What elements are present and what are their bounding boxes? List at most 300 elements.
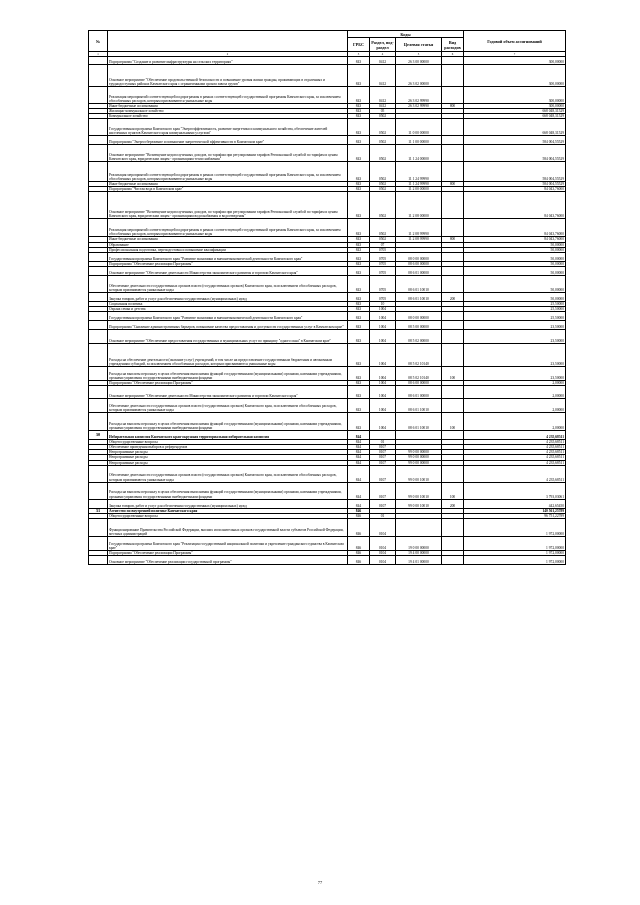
cell-vr: 800	[442, 182, 464, 187]
cell-vr	[442, 518, 464, 536]
cell-grbs: 844	[348, 460, 370, 465]
cell-grbs: 843	[348, 114, 370, 119]
cell-cs: 08 6 01 10010	[396, 413, 442, 431]
cell-cs: 08 6 01 00000	[396, 266, 442, 275]
cell-cs	[396, 518, 442, 536]
cell-name: Основное мероприятие "Обеспечение продовольственной безопасности и повышение уровня жизни граждан, проживающих в отдаленных и труднодоступных районах Камчатского края с ограниченными сроком завоза грузов"	[108, 65, 348, 87]
header-razdel: Раздел, под-раздел	[371, 39, 394, 50]
colnum: 2	[108, 52, 348, 57]
cell-vr	[442, 162, 464, 182]
cell-grbs: 844	[348, 445, 370, 450]
cell-cs: 08 5 02 10140	[396, 367, 442, 381]
cell-rz: 0705	[370, 266, 396, 275]
cell-vr	[442, 312, 464, 321]
cell-cs: 08 0 00 00000	[396, 252, 442, 261]
cell-rz: 1004	[370, 330, 396, 344]
cell-sum: 4 235,68511	[464, 445, 566, 450]
cell-cs: 26 3 02 99990	[396, 87, 442, 104]
header-grbs: ГРБС	[348, 38, 370, 52]
cell-sum: 23,50000	[464, 321, 566, 330]
cell-sum: 668 048,31529	[464, 109, 566, 114]
table-row	[89, 266, 566, 275]
table-body	[89, 57, 566, 565]
cell-name: Основное мероприятие "Обеспечение деятельности Министерства экономического развития и торговли Камчатского края"	[108, 266, 348, 275]
cell-sum: 50,00000	[464, 266, 566, 275]
table-row	[89, 482, 566, 499]
cell-name: Основное мероприятие "Обеспечение реализации государственной программы"	[108, 555, 348, 564]
cell-cs: 08 5 02 10140	[396, 344, 442, 367]
cell-name: Функционирование Правительства Российской Федерации, высших исполнительных органов государственной власти субъектов Российской Федерации, местных администраций	[108, 518, 348, 536]
cell-rz: 0705	[370, 247, 396, 252]
cell-sum: 84 043,76000	[464, 237, 566, 242]
cell-rz: 1004	[370, 321, 396, 330]
cell-n	[89, 499, 108, 508]
cell-grbs: 843	[348, 292, 370, 301]
cell-rz: 0412	[370, 104, 396, 109]
cell-grbs: 843	[348, 330, 370, 344]
cell-sum: 3 793,03061	[464, 482, 566, 499]
cell-cs: 11 1 24 99990	[396, 162, 442, 182]
cell-vr	[442, 145, 464, 162]
cell-grbs: 844	[348, 455, 370, 460]
cell-rz: 1004	[370, 399, 396, 413]
cell-n	[89, 275, 108, 292]
cell-vr	[442, 87, 464, 104]
cell-sum: 584 004,55529	[464, 136, 566, 145]
colnum: 7	[464, 52, 566, 57]
cell-sum: 96 751,22789	[464, 513, 566, 518]
cell-rz: 1004	[370, 381, 396, 386]
cell-cs: 11 1 24 99990	[396, 182, 442, 187]
table-row	[89, 386, 566, 399]
cell-rz: 01	[370, 440, 396, 445]
cell-vr	[442, 399, 464, 413]
cell-rz: 1004	[370, 413, 396, 431]
cell-name: Обеспечение деятельности государственных органов власти (государственных органов) Камчатского края, за исключением обособленных расходов, которым присваиваются уникальные коды	[108, 465, 348, 482]
cell-grbs: 843	[348, 275, 370, 292]
cell-vr: 100	[442, 413, 464, 431]
cell-n	[89, 145, 108, 162]
table-row	[89, 555, 566, 564]
cell-sum: 25,50000	[464, 301, 566, 306]
cell-sum: 2,00000	[464, 413, 566, 431]
cell-vr	[442, 321, 464, 330]
cell-grbs: 843	[348, 301, 370, 306]
cell-grbs: 846	[348, 536, 370, 550]
cell-n	[89, 321, 108, 330]
colnum: 1	[89, 52, 108, 57]
cell-name: Основное мероприятие "Возмещение недополученных доходов, по тарифам при регулировании тарифов Региональной службой по тарифам и ценам Камчатского края, юридическим лицам - организациям теплоснабжения"	[108, 145, 348, 162]
table-row	[89, 87, 566, 104]
cell-sum: 50,00000	[464, 242, 566, 247]
cell-grbs: 843	[348, 381, 370, 386]
header-vid: Вид расходов	[442, 38, 464, 52]
cell-sum: 2,00000	[464, 381, 566, 386]
table-row	[89, 65, 566, 87]
header-volume: Годовой объем ассигнований	[464, 31, 566, 52]
cell-vr: 200	[442, 499, 464, 508]
table-row	[89, 219, 566, 237]
cell-grbs: 844	[348, 482, 370, 499]
cell-cs: 19 4 01 00000	[396, 555, 442, 564]
table-row	[89, 344, 566, 367]
cell-rz: 0502	[370, 192, 396, 219]
cell-rz: 0107	[370, 445, 396, 450]
cell-grbs: 843	[348, 192, 370, 219]
cell-name: Государственная программа Камчатского края "Развитие экономики и внешнеэкономической деятельности Камчатского края"	[108, 252, 348, 261]
table-row	[89, 518, 566, 536]
table-row	[89, 413, 566, 431]
cell-cs: 99 0 00 10010	[396, 465, 442, 482]
cell-rz: 0104	[370, 555, 396, 564]
cell-rz: 0705	[370, 292, 396, 301]
cell-rz: 1004	[370, 344, 396, 367]
cell-name: Закупка товаров, работ и услуг для обеспечения государственных (муниципальных) нужд	[108, 499, 348, 508]
cell-rz: 0502	[370, 187, 396, 192]
table-row	[89, 321, 566, 330]
cell-sum: 668 048,31529	[464, 119, 566, 136]
cell-sum: 1 972,00000	[464, 518, 566, 536]
table-row	[89, 136, 566, 145]
cell-sum: 25,50000	[464, 306, 566, 311]
cell-sum: 84 043,76000	[464, 192, 566, 219]
cell-grbs: 844	[348, 440, 370, 445]
cell-cs: 08 6 01 00000	[396, 386, 442, 399]
cell-rz: 1004	[370, 312, 396, 321]
cell-rz: 1004	[370, 386, 396, 399]
cell-sum: 1 972,00000	[464, 536, 566, 550]
table-row	[89, 399, 566, 413]
cell-name: Обеспечение проведения выборов и референдумов	[108, 445, 348, 450]
cell-n	[89, 555, 108, 564]
cell-n	[89, 536, 108, 550]
cell-sum: 2,00000	[464, 386, 566, 399]
cell-grbs: 843	[348, 321, 370, 330]
cell-cs: 11 2 00 00000	[396, 187, 442, 192]
cell-n	[89, 119, 108, 136]
cell-n	[89, 330, 108, 344]
colnum: 6	[442, 52, 464, 57]
cell-sum: 2,00000	[464, 399, 566, 413]
cell-grbs: 843	[348, 237, 370, 242]
cell-grbs: 843	[348, 261, 370, 266]
cell-sum: 4 235,68511	[464, 465, 566, 482]
cell-sum: 300,00000	[464, 104, 566, 109]
cell-rz: 1004	[370, 367, 396, 381]
cell-name: Основное мероприятие "Обеспечение предоставления государственных и муниципальных услуг по принципу "одного окна" в Камчатском крае"	[108, 330, 348, 344]
cell-name: Образование	[108, 242, 348, 247]
cell-rz: 0412	[370, 87, 396, 104]
cell-rz: 0107	[370, 482, 396, 499]
cell-grbs: 844	[348, 431, 370, 440]
cell-vr	[442, 386, 464, 399]
cell-n	[89, 399, 108, 413]
cell-name: Расходы на выплаты персоналу в целях обеспечения выполнения функций государственными (муниципальными) органами, казенными учреждениями, органами управления государственными внебюджетными фондами	[108, 482, 348, 499]
cell-vr: 200	[442, 292, 464, 301]
cell-cs: 08 6 01 10010	[396, 292, 442, 301]
table-row	[89, 145, 566, 162]
cell-rz: 0502	[370, 237, 396, 242]
cell-name: Коммунальное хозяйство	[108, 114, 348, 119]
cell-sum: 50,00000	[464, 292, 566, 301]
cell-sum: 4 235,68511	[464, 450, 566, 455]
cell-cs: 99 0 00 00000	[396, 460, 442, 465]
cell-name: Расходы на выплаты персоналу в целях обеспечения выполнения функций государственными (муниципальными) органами, казенными учреждениями, органами управления государственными внебюджетными фондами	[108, 367, 348, 381]
cell-grbs: 843	[348, 386, 370, 399]
cell-grbs: 846	[348, 555, 370, 564]
cell-vr: 100	[442, 482, 464, 499]
cell-vr	[442, 344, 464, 367]
cell-grbs: 846	[348, 513, 370, 518]
cell-name: Подпрограмма "Энергосбережение и повышение энергетической эффективности в Камчатском крае"	[108, 136, 348, 145]
cell-sum: 1 972,00000	[464, 550, 566, 555]
cell-grbs: 846	[348, 508, 370, 513]
cell-vr	[442, 57, 464, 65]
cell-cs: 99 0 00 00000	[396, 450, 442, 455]
cell-grbs: 843	[348, 312, 370, 321]
cell-cs: 11 2 08 99990	[396, 237, 442, 242]
cell-n	[89, 312, 108, 321]
cell-n	[89, 482, 108, 499]
cell-grbs: 843	[348, 87, 370, 104]
table-row	[89, 536, 566, 550]
cell-n	[89, 367, 108, 381]
cell-rz: 0107	[370, 450, 396, 455]
cell-rz: 0502	[370, 162, 396, 182]
table-row	[89, 465, 566, 482]
cell-n	[89, 65, 108, 87]
cell-sum: 50,00000	[464, 275, 566, 292]
cell-rz: 0502	[370, 136, 396, 145]
cell-rz: 0107	[370, 499, 396, 508]
cell-rz: 0104	[370, 518, 396, 536]
cell-grbs: 846	[348, 550, 370, 555]
cell-cs: 11 1 24 00000	[396, 145, 442, 162]
cell-name: Обеспечение деятельности государственных органов власти (государственных органов) Камчатского края, за исключением обособленных расходов, которым присваиваются уникальные коды	[108, 399, 348, 413]
cell-grbs: 843	[348, 399, 370, 413]
cell-cs: 11 1 00 00000	[396, 136, 442, 145]
cell-sum: 23,50000	[464, 344, 566, 367]
cell-sum: 50,00000	[464, 247, 566, 252]
cell-n	[89, 57, 108, 65]
cell-rz: 0502	[370, 114, 396, 119]
cell-name: Подпрограмма "Создание и развитие инфраструктуры на сельских территориях"	[108, 57, 348, 65]
cell-cs: 08 6 00 00000	[396, 381, 442, 386]
cell-name: Расходы на выплаты персоналу в целях обеспечения выполнения функций государственными (муниципальными) органами, казенными учреждениями, органами управления государственными внебюджетными фондами	[108, 413, 348, 431]
cell-rz: 10	[370, 301, 396, 306]
cell-name: Государственная программа Камчатского края "Развитие экономики и внешнеэкономической деятельности Камчатского края"	[108, 312, 348, 321]
cell-sum: 584 004,55529	[464, 162, 566, 182]
cell-name: Подпрограмма "Обеспечение реализации Программы"	[108, 381, 348, 386]
table-row	[89, 192, 566, 219]
cell-n	[89, 266, 108, 275]
cell-cs: 26 3 02 00000	[396, 65, 442, 87]
cell-cs: 99 0 00 00000	[396, 455, 442, 460]
cell-name: Обеспечение деятельности государственных органов власти (государственных органов) Камчатского края, за исключением обособленных расходов, которым присваиваются уникальные коды	[108, 275, 348, 292]
cell-cs: 19 4 00 00000	[396, 550, 442, 555]
cell-cs: 08 0 00 00000	[396, 312, 442, 321]
cell-name: Реализация мероприятий соответствующей подпрограммы в рамках соответствующей государственной программы Камчатского края, за исключением обособленных расходов, которым присваиваются уникальные коды	[108, 162, 348, 182]
header-celevaya: Целевая статья	[396, 38, 442, 52]
cell-cs: 08 6 00 00000	[396, 261, 442, 266]
cell-cs: 08 6 01 10010	[396, 399, 442, 413]
cell-cs: 11 2 08 00000	[396, 192, 442, 219]
colnum: 5	[396, 52, 442, 57]
document-page	[88, 30, 565, 565]
cell-sum: 50,00000	[464, 261, 566, 266]
table-row	[89, 275, 566, 292]
cell-sum: 668 048,31529	[464, 114, 566, 119]
cell-cs: 99 0 00 10010	[396, 499, 442, 508]
cell-cs	[396, 431, 442, 440]
cell-rz: 0107	[370, 455, 396, 460]
cell-name: Государственная программа Камчатского края "Энергоэффективность, развитие энергетики и коммунального хозяйства, обеспечение жителей населенных пунктов Камчатского края коммунальными услугами"	[108, 119, 348, 136]
cell-sum: 300,00000	[464, 57, 566, 65]
table-row	[89, 252, 566, 261]
cell-n	[89, 192, 108, 219]
cell-cs: 19 0 00 00000	[396, 536, 442, 550]
table-row	[89, 292, 566, 301]
cell-grbs: 844	[348, 465, 370, 482]
cell-sum: 4 235,68511	[464, 455, 566, 460]
cell-vr	[442, 65, 464, 87]
table-row	[89, 330, 566, 344]
cell-vr: 100	[442, 367, 464, 381]
cell-n	[89, 413, 108, 431]
cell-name: Подпрограмма "Обеспечение реализации Программы"	[108, 550, 348, 555]
cell-rz: 05	[370, 109, 396, 114]
cell-vr	[442, 330, 464, 344]
cell-sum: 300,00000	[464, 87, 566, 104]
cell-rz: 07	[370, 242, 396, 247]
table-row	[89, 312, 566, 321]
cell-sum: 584 004,55529	[464, 145, 566, 162]
cell-vr: 800	[442, 104, 464, 109]
table-row	[89, 499, 566, 508]
cell-grbs: 843	[348, 145, 370, 162]
cell-rz: 0502	[370, 145, 396, 162]
cell-rz: 0412	[370, 57, 396, 65]
cell-grbs: 843	[348, 247, 370, 252]
cell-cs: 11 0 00 00000	[396, 119, 442, 136]
cell-rz	[370, 431, 396, 440]
cell-name: Иные бюджетные ассигнования	[108, 237, 348, 242]
cell-name: Государственная программа Камчатского края "Реализация государственной национальной политики и укрепление гражданского единства в Камчатском крае"	[108, 536, 348, 550]
cell-grbs: 843	[348, 252, 370, 261]
cell-n	[89, 136, 108, 145]
cell-cs: 26 3 00 00000	[396, 57, 442, 65]
cell-name: Иные бюджетные ассигнования	[108, 104, 348, 109]
cell-vr	[442, 219, 464, 237]
cell-vr	[442, 431, 464, 440]
cell-name: Избирательная комиссия Камчатского края-окружная территориальная избирательная комиссия	[108, 431, 348, 440]
cell-name: Реализация мероприятий соответствующей подпрограммы в рамках соответствующей государственной программы Камчатского края, за исключением обособленных расходов, которым присваиваются уникальные коды	[108, 219, 348, 237]
header-name	[108, 31, 348, 52]
table-row	[89, 431, 566, 440]
cell-sum: 584 004,55529	[464, 182, 566, 187]
cell-name: Непрограммные расходы	[108, 450, 348, 455]
cell-vr	[442, 192, 464, 219]
cell-cs: 08 6 01 10010	[396, 275, 442, 292]
cell-grbs: 843	[348, 65, 370, 87]
cell-name: Общегосударственные вопросы	[108, 440, 348, 445]
colnum: 4	[370, 52, 396, 57]
cell-sum: 4 235,68511	[464, 460, 566, 465]
cell-rz: 0107	[370, 460, 396, 465]
cell-rz: 0412	[370, 65, 396, 87]
cell-grbs: 843	[348, 242, 370, 247]
cell-vr	[442, 555, 464, 564]
cell-rz: 0705	[370, 275, 396, 292]
cell-grbs: 843	[348, 344, 370, 367]
cell-name: Жилищно-коммунальное хозяйство	[108, 109, 348, 114]
cell-sum: 25,50000	[464, 312, 566, 321]
cell-name: Агентство по внутренней политике Камчатского края	[108, 508, 348, 513]
cell-rz: 0502	[370, 182, 396, 187]
cell-grbs: 843	[348, 109, 370, 114]
header-num: №	[89, 31, 108, 52]
cell-sum: 300,00000	[464, 65, 566, 87]
cell-sum: 23,50000	[464, 367, 566, 381]
table-row	[89, 119, 566, 136]
table-row	[89, 162, 566, 182]
cell-rz: 0705	[370, 252, 396, 261]
cell-name: Непрограммные расходы	[108, 455, 348, 460]
table-row	[89, 57, 566, 65]
cell-n	[89, 465, 108, 482]
cell-cs: 26 3 02 99990	[396, 104, 442, 109]
cell-grbs: 843	[348, 182, 370, 187]
cell-vr	[442, 266, 464, 275]
cell-sum: 1 972,00000	[464, 555, 566, 564]
cell-grbs: 843	[348, 119, 370, 136]
cell-name: Основное мероприятие "Возмещение недополученных доходов, по тарифам при регулировании тарифов Региональной службой по тарифам и ценам Камчатского края, юридическим лицам - организациям водоснабжения и водоотведения"	[108, 192, 348, 219]
cell-n	[89, 386, 108, 399]
table-row	[89, 367, 566, 381]
cell-grbs: 844	[348, 499, 370, 508]
cell-cs: 11 2 08 99990	[396, 219, 442, 237]
cell-n	[89, 292, 108, 301]
cell-name: Общегосударственные вопросы	[108, 513, 348, 518]
cell-grbs: 843	[348, 413, 370, 431]
cell-sum: 140 561,25789	[464, 508, 566, 513]
cell-vr	[442, 465, 464, 482]
cell-rz: 1004	[370, 306, 396, 311]
cell-name: Охрана семьи и детства	[108, 306, 348, 311]
cell-name: Непрограммные расходы	[108, 460, 348, 465]
cell-sum: 442,65450	[464, 499, 566, 508]
cell-name: Подпрограмма "Чистая вода в Камчатском крае"	[108, 187, 348, 192]
cell-rz: 0107	[370, 465, 396, 482]
cell-name: Подпрограмма "Обеспечение реализации Программы"	[108, 261, 348, 266]
cell-name: Подпрограмма "Снижение административных барьеров, повышение качества предоставления и доступности государственных услуг в Камчатском крае"	[108, 321, 348, 330]
cell-cs: 99 0 00 10010	[396, 482, 442, 499]
cell-name: Реализация мероприятий соответствующей подпрограммы в рамках соответствующей государственной программы Камчатского края, за исключением обособленных расходов, которым присваиваются уникальные коды	[108, 87, 348, 104]
cell-grbs: 843	[348, 162, 370, 182]
cell-n	[89, 518, 108, 536]
cell-name: Закупка товаров, работ и услуг для обеспечения государственных (муниципальных) нужд	[108, 292, 348, 301]
cell-sum: 23,50000	[464, 330, 566, 344]
cell-vr	[442, 275, 464, 292]
cell-grbs: 843	[348, 136, 370, 145]
cell-n: 31	[89, 508, 108, 513]
cell-grbs: 843	[348, 367, 370, 381]
cell-grbs: 843	[348, 219, 370, 237]
cell-name: Основное мероприятие "Обеспечение деятельности Министерства экономического развития и торговли Камчатского края"	[108, 386, 348, 399]
header-codes: Коды	[348, 31, 464, 38]
cell-n	[89, 162, 108, 182]
cell-vr	[442, 252, 464, 261]
